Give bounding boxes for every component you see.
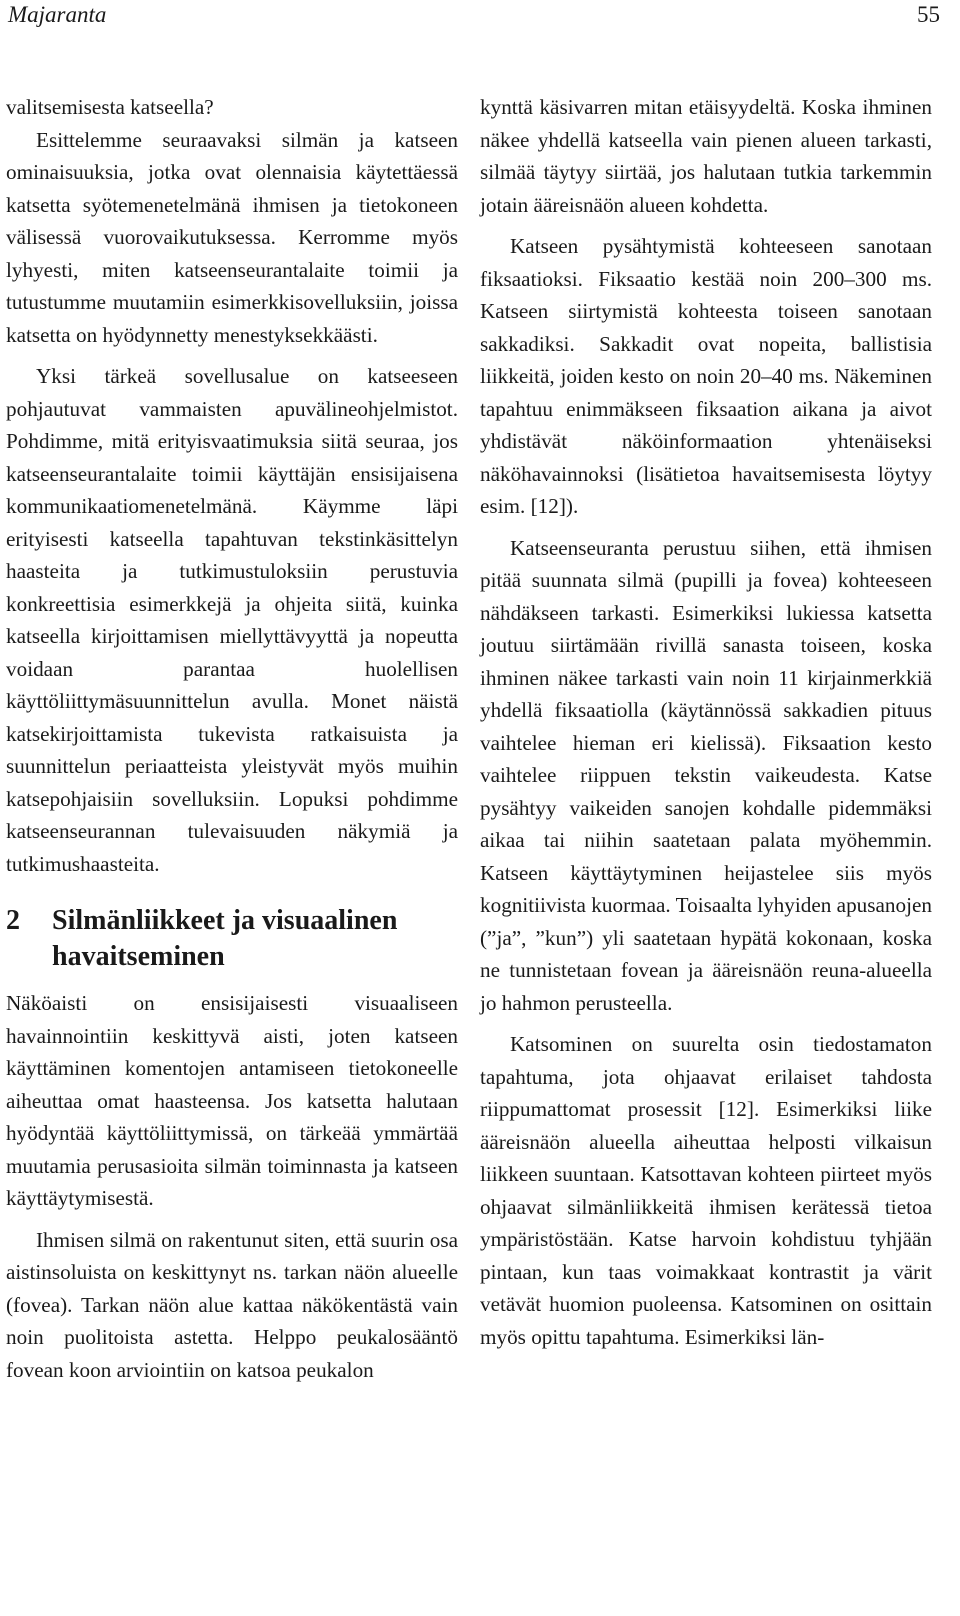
paragraph: kynttä käsivarren mitan etäisyydeltä. Koska ihminen näkee yhdellä katseella vain pienen alueen tarkasti, silmää täytyy siirtää, jos halutaan tutkia tarkemmin jotain ääreisnäön alueen kohdetta. — [480, 95, 932, 217]
paragraph: Katseenseuranta perustuu siihen, että ihmisen pitää suunnata silmä (pupilli ja fovea) kohteeseen nähdäkseen tarkasti. Esimerkiksi lukiessa katsetta joutuu siirtämään rivillä sanasta toiseen, koska ihminen näkee tarkasti vain noin 11 kirjainmerkkiä yhdellä fiksaatiolla (käytännössä sakkadien pituus vaihtelee hieman eri kielissä). Fiksaation kesto vaihtelee riippuen tekstin vaikeudesta. Katse pysähtyy vaikeiden sanojen kohdalle pidemmäksi aikaa tai niihin saatetaan palata myöhemmin. Katseen käyttäytyminen heijastelee siis myös kognitiivista kuormaa. Toisaalta lyhyiden apusanojen (”ja”, ”kun”) yli saatetaan hypätä kokonaan, koska ne tunnistetaan fovean ja ääreisnäön reuna-alueella jo hahmon perusteella. — [480, 535, 932, 1015]
paragraph: Näköaisti on ensisijaisesti visuaaliseen havainnointiin keskittyvä aisti, joten katseen käyttäminen komentojen antamiseen tietokoneelle aiheuttaa omat haasteensa. Jos katsetta halutaan hyödyntää käyttöliittymissä, on tärkeää ymmärtää muutamia perusasioita silmän toiminnasta ja katseen käyttäytymisestä. — [6, 991, 458, 1210]
paragraph: Ihmisen silmä on rakentunut siten, että suurin osa aistinsoluista on keskittynyt ns. tarkan näön alueelle (fovea). Tarkan näön alue kattaa näkökentästä vain noin puolitoista astetta. Helppo peukalosääntö fovean koon arviointiin on katsoa peukalon — [6, 1227, 458, 1382]
page-header — [8, 0, 940, 40]
page-number: 55 — [917, 2, 940, 27]
running-title: Majaranta — [8, 2, 107, 27]
paragraph: Katsominen on suurelta osin tiedostamaton tapahtuma, jota ohjaavat erilaiset tahdosta riippumattomat prosessit [12]. Esimerkiksi liike ääreisnäön alueella aiheuttaa helposti vilkaisun liikkeen suuntaan. Katsottavan kohteen piirteet myös ohjaavat silmänliikkeitä ihmisen kerätessä tietoa ympäristöstään. Katse harvoin kohdistuu tyhjään pintaan, kun taas voimakkaat kontrastit ja värit vetävät huomion puoleensa. Katsominen on osittain myös opittu tapahtuma. Esimerkiksi län- — [480, 1032, 932, 1349]
left-column — [6, 91, 458, 1386]
section-heading — [6, 903, 458, 975]
paragraph: Katseen pysähtymistä kohteeseen sanotaan fiksaatioksi. Fiksaatio kestää noin 200–300 ms. Katseen siirtymistä kohteesta toiseen sanotaan sakkadiksi. Sakkadit ovat nopeita, ballistisia liikkeitä, joiden kesto on noin 20–40 ms. Näkeminen tapahtuu enimmäkseen fiksaation aikana ja aivot yhdistävät näköinformaation yhtenäiseksi näköhavainnoksi (lisätietoa havaitsemisesta löytyy esim. [12]). — [480, 234, 932, 518]
section-number: 2 — [6, 905, 20, 936]
paragraph: Yksi tärkeä sovellusalue on katseeseen pohjautuvat vammaisten apuvälineohjelmistot. Pohdimme, mitä erityisvaatimuksia siitä seuraa, jos katseenseurantalaite toimii käyttäjän ensisijaisena kommunikaatiomenetelmänä. Käymme läpi erityisesti katseella tapahtuvan tekstinkäsittelyn haasteita ja tutkimustuloksiin perustuvia konkreettisia esimerkkejä ja ohjeita siitä, kuinka katseella kirjoittamisen miellyttävyyttä ja nopeutta voidaan parantaa huolellisen käyttöliittymäsuunnittelun avulla. Monet näistä katsekirjoittamista tukevista ratkaisuista ja suunnittelun periaatteista yleistyvät myös muihin katsepohjaisiin sovelluksiin. Lopuksi pohdimme katseenseurannan tulevaisuuden näkymiä ja tutkimushaasteita. — [6, 364, 458, 876]
paragraph: valitsemisesta katseella? — [6, 95, 214, 119]
section-title: Silmänliikkeet ja visuaalinen havaitseminen — [52, 905, 398, 972]
right-column — [480, 91, 932, 1353]
paragraph: Esittelemme seuraavaksi silmän ja katseen ominaisuuksia, jotka ovat olennaisia käytettäessä katsetta syötemenetelmänä ihmisen ja tietokoneen välisessä vuorovaikutuksessa. Kerromme myös lyhyesti, miten katseenseurantalaite toimii ja tutustumme muutamiin esimerkkisovelluksiin, joissa katsetta on hyödynnetty menestyksekkäästi. — [6, 127, 458, 347]
